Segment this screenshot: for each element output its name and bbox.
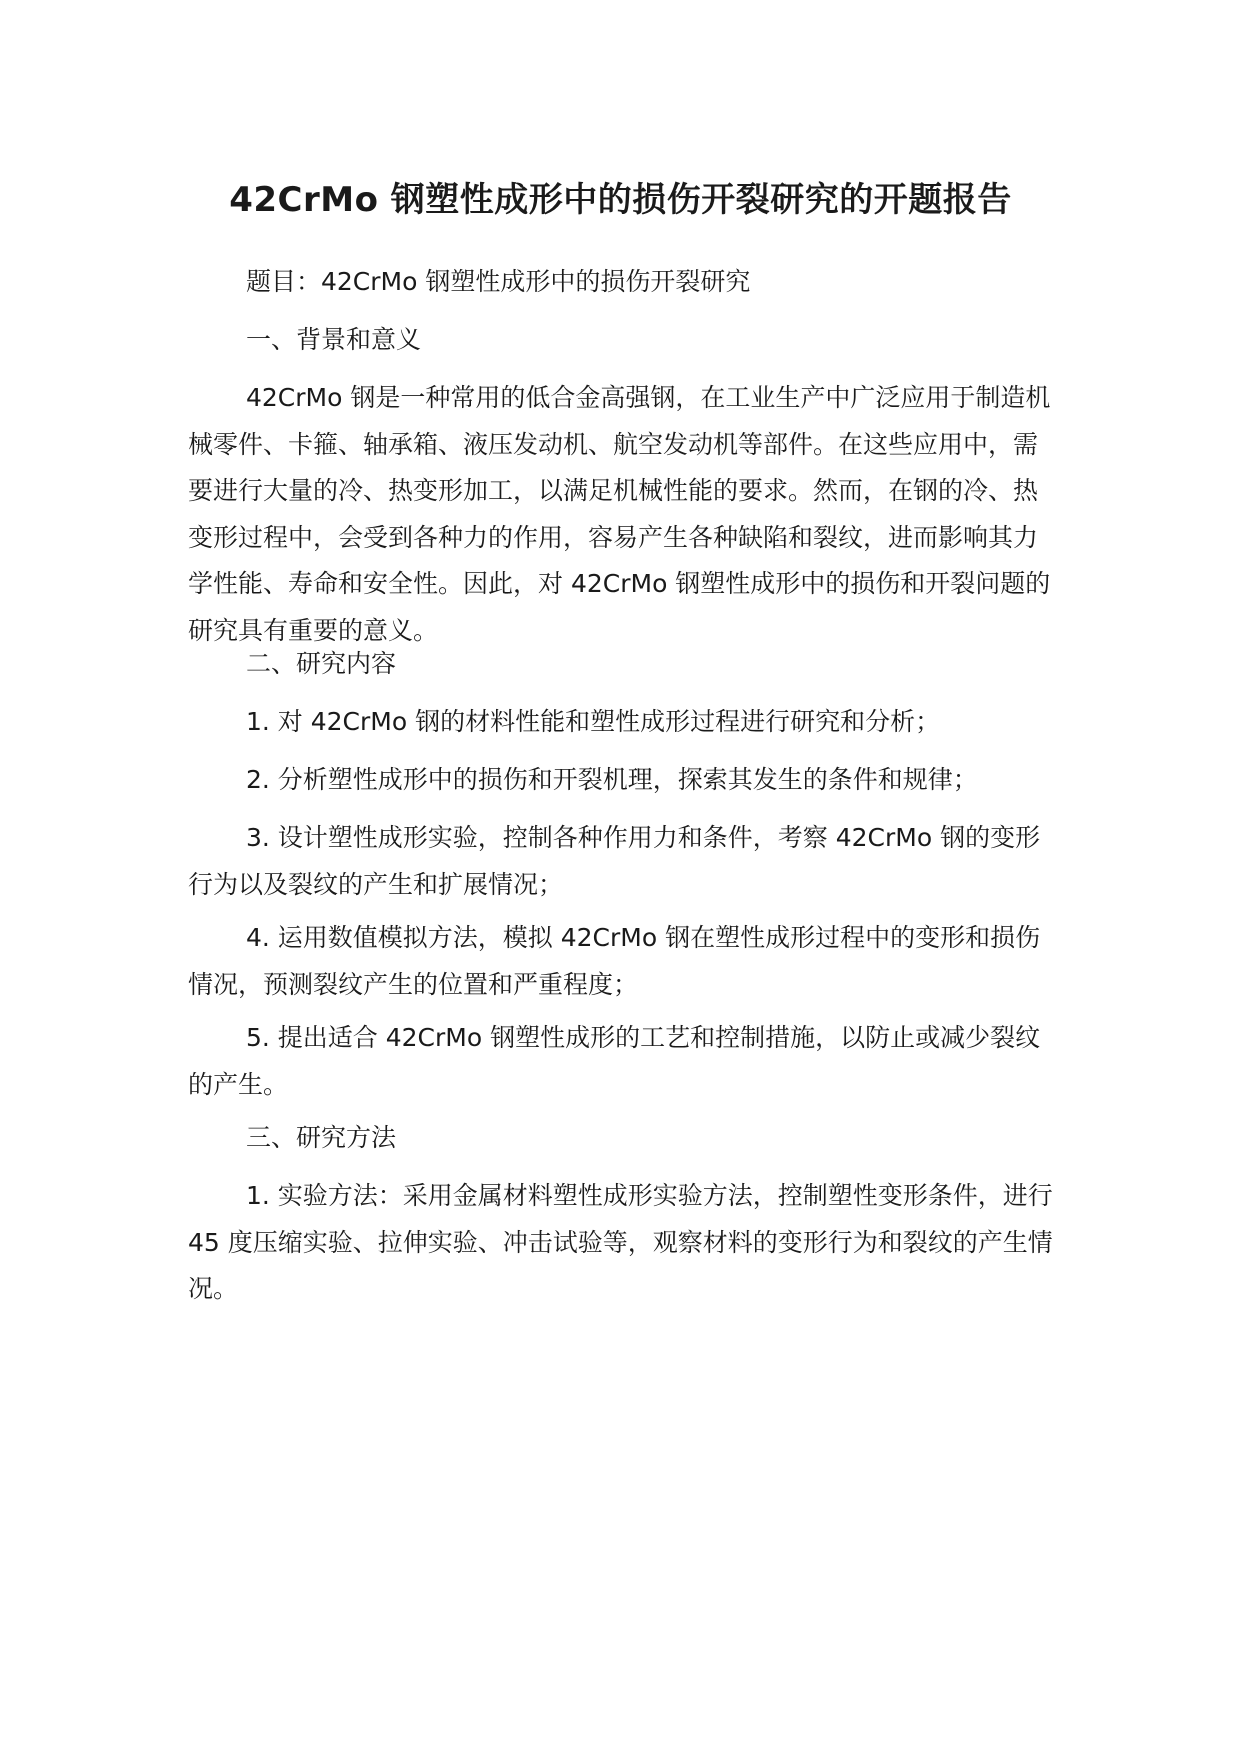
document-title: 42CrMo 钢塑性成形中的损伤开裂研究的开题报告 (229, 180, 1012, 220)
subject-line: 题目：42CrMo 钢塑性成形中的损伤开裂研究 (246, 267, 751, 296)
content-item-5: 5. 提出适合 42CrMo 钢塑性成形的工艺和控制措施，以防止或减少裂纹的产生。 (188, 1023, 1041, 1099)
methods-item-1: 1. 实验方法：采用金属材料塑性成形实验方法，控制塑性变形条件，进行 45 度压缩实验、拉伸实验、冲击试验等，观察材料的变形行为和裂纹的产生情况。 (188, 1181, 1053, 1303)
content-item-2: 2. 分析塑性成形中的损伤和开裂机理，探索其发生的条件和规律； (246, 765, 978, 794)
content-item-1: 1. 对 42CrMo 钢的材料性能和塑性成形过程进行研究和分析； (246, 707, 941, 736)
section-heading-background: 一、背景和意义 (246, 325, 422, 354)
content-item-3: 3. 设计塑性成形实验，控制各种作用力和条件，考察 42CrMo 钢的变形行为以及裂纹的产生和扩展情况； (188, 823, 1041, 899)
section-heading-methods: 三、研究方法 (246, 1123, 397, 1152)
background-paragraph: 42CrMo 钢是一种常用的低合金高强钢，在工业生产中广泛应用于制造机械零件、卡箍、轴承箱、液压发动机、航空发动机等部件。在这些应用中，需要进行大量的冷、热变形加工，以满足机械性能的要求。然而，在钢的冷、热变形过程中，会受到各种力的作用，容易产生各种缺陷和裂纹，进而影响其力学性能、寿命和安全性。因此，对 42CrMo 钢塑性成形中的损伤和开裂问题的研究具有重要的意义。 (188, 383, 1051, 645)
content-item-4: 4. 运用数值模拟方法，模拟 42CrMo 钢在塑性成形过程中的变形和损伤情况，预测裂纹产生的位置和严重程度； (188, 923, 1041, 999)
section-heading-content: 二、研究内容 (246, 649, 397, 678)
